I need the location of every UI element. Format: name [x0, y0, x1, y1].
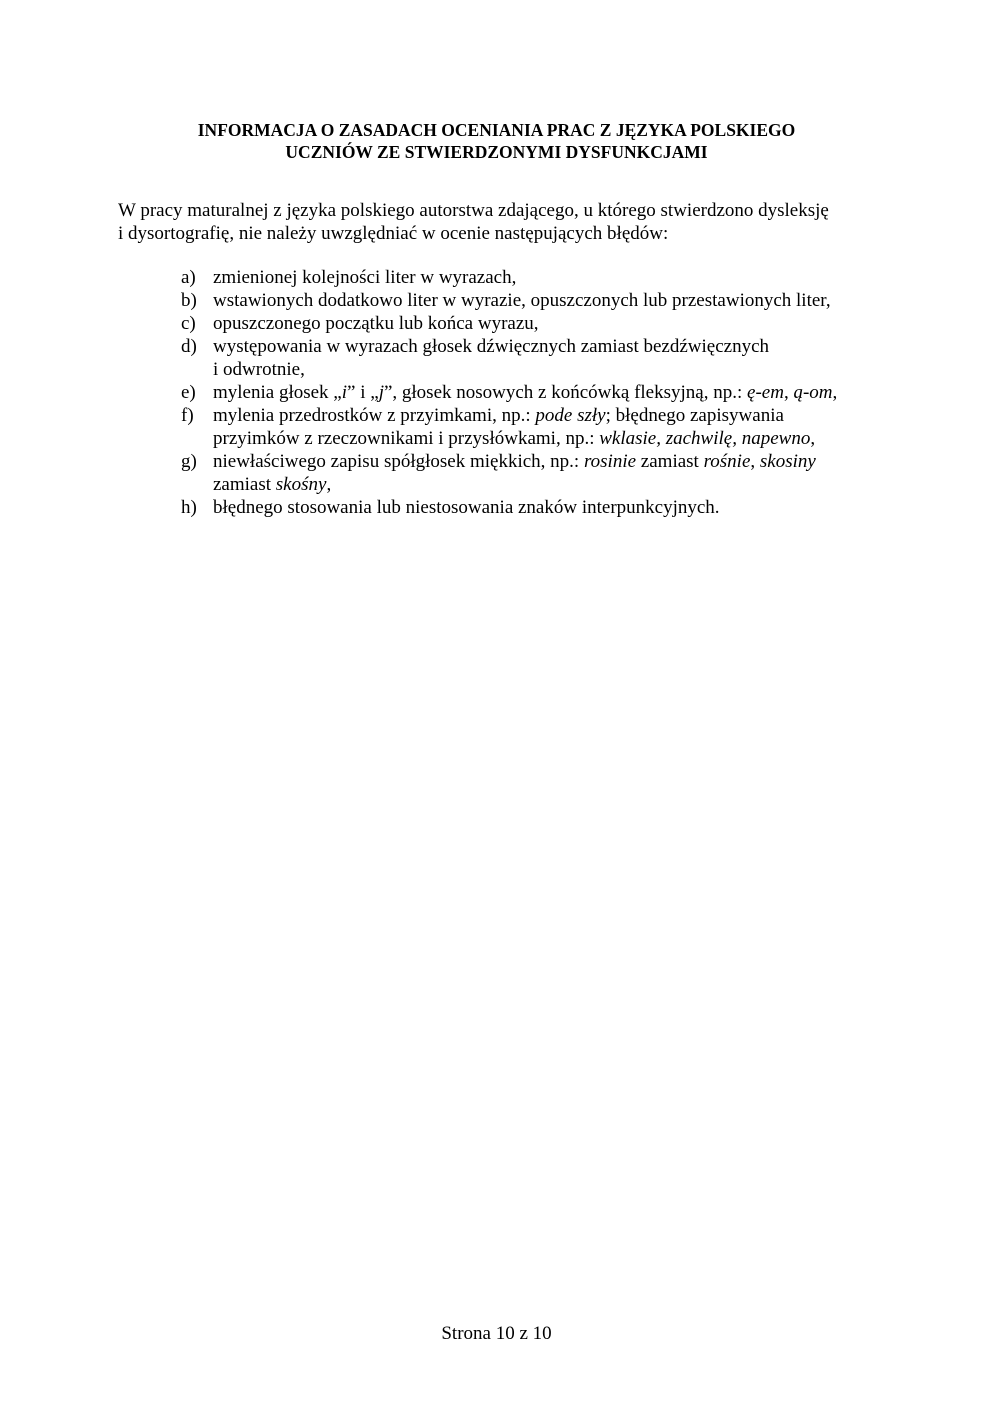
text-run: ,	[810, 428, 816, 449]
intro-paragraph	[118, 199, 898, 245]
italic-example: i	[341, 382, 348, 403]
list-item-g	[181, 450, 901, 496]
document-title	[0, 119, 993, 163]
text-run: ; błędnego zapisywania	[605, 405, 784, 426]
italic-example: wklasie, zachwilę, napewno	[599, 428, 811, 449]
list-text-e	[213, 381, 901, 404]
text-run: ,	[750, 451, 760, 472]
title-line-1: INFORMACJA O ZASADACH OCENIANIA PRAC Z JĘZYKA POLSKIEGO	[197, 120, 796, 140]
error-list	[181, 266, 901, 519]
list-marker-c: c)	[181, 313, 196, 334]
text-run: zamiast	[636, 451, 704, 472]
list-marker-e: e)	[181, 382, 196, 403]
list-item-c	[181, 312, 901, 335]
italic-example: ą-om	[793, 382, 833, 403]
list-marker-d: d)	[181, 336, 197, 357]
title-line-2: UCZNIÓW ZE STWIERDZONYMI DYSFUNKCJAMI	[285, 142, 708, 162]
list-text-g-line-1	[213, 450, 901, 473]
text-run: ”, głosek nosowych z końcówką fleksyjną, np.:	[383, 382, 748, 403]
list-text-b: wstawionych dodatkowo liter w wyrazie, opuszczonych lub przestawionych liter,	[213, 290, 831, 311]
italic-example: rośnie	[703, 451, 751, 472]
list-item-a	[181, 266, 901, 289]
text-run: przyimków z rzeczownikami i przysłówkami, np.:	[213, 428, 600, 449]
italic-example: pode szły	[535, 405, 606, 426]
italic-example: rosinie	[583, 451, 637, 472]
list-item-h	[181, 496, 901, 519]
text-run: mylenia przedrostków z przyimkami, np.:	[213, 405, 536, 426]
list-text-d-line-1: występowania w wyrazach głosek dźwięcznych zamiast bezdźwięcznych	[213, 336, 770, 357]
italic-example: skośny	[275, 474, 327, 495]
list-marker-h: h)	[181, 497, 197, 518]
text-run: zamiast	[213, 474, 276, 495]
text-run: ,	[832, 382, 838, 403]
list-text-f-line-2	[213, 427, 901, 450]
text-run: ,	[326, 474, 332, 495]
list-text-h: błędnego stosowania lub niestosowania znaków interpunkcyjnych.	[213, 497, 720, 518]
italic-example: skosiny	[759, 451, 816, 472]
intro-line-1: W pracy maturalnej z języka polskiego autorstwa zdającego, u którego stwierdzono dysleksję	[118, 200, 829, 221]
list-marker-g: g)	[181, 451, 197, 472]
text-run: ,	[783, 382, 794, 403]
list-marker-a: a)	[181, 267, 196, 288]
list-item-e	[181, 381, 901, 404]
text-run: mylenia głosek „	[213, 382, 342, 403]
list-text-g-line-2	[213, 473, 901, 496]
list-text-f-line-1	[213, 404, 901, 427]
list-item-d	[181, 335, 901, 381]
list-text-a: zmienionej kolejności liter w wyrazach,	[213, 267, 517, 288]
list-text-d-line-2: i odwrotnie,	[213, 359, 305, 380]
italic-example: ę-em	[747, 382, 784, 403]
italic-example: j	[378, 382, 384, 403]
list-marker-f: f)	[181, 405, 194, 426]
list-item-b	[181, 289, 901, 312]
text-run: ” i „	[347, 382, 379, 403]
list-text-c: opuszczonego początku lub końca wyrazu,	[213, 313, 539, 334]
text-run: niewłaściwego zapisu spółgłosek miękkich, np.:	[213, 451, 584, 472]
list-item-f	[181, 404, 901, 450]
intro-line-2: i dysortografię, nie należy uwzględniać w ocenie następujących błędów:	[118, 223, 669, 244]
page-number: Strona 10 z 10	[441, 1323, 552, 1344]
list-marker-b: b)	[181, 290, 197, 311]
